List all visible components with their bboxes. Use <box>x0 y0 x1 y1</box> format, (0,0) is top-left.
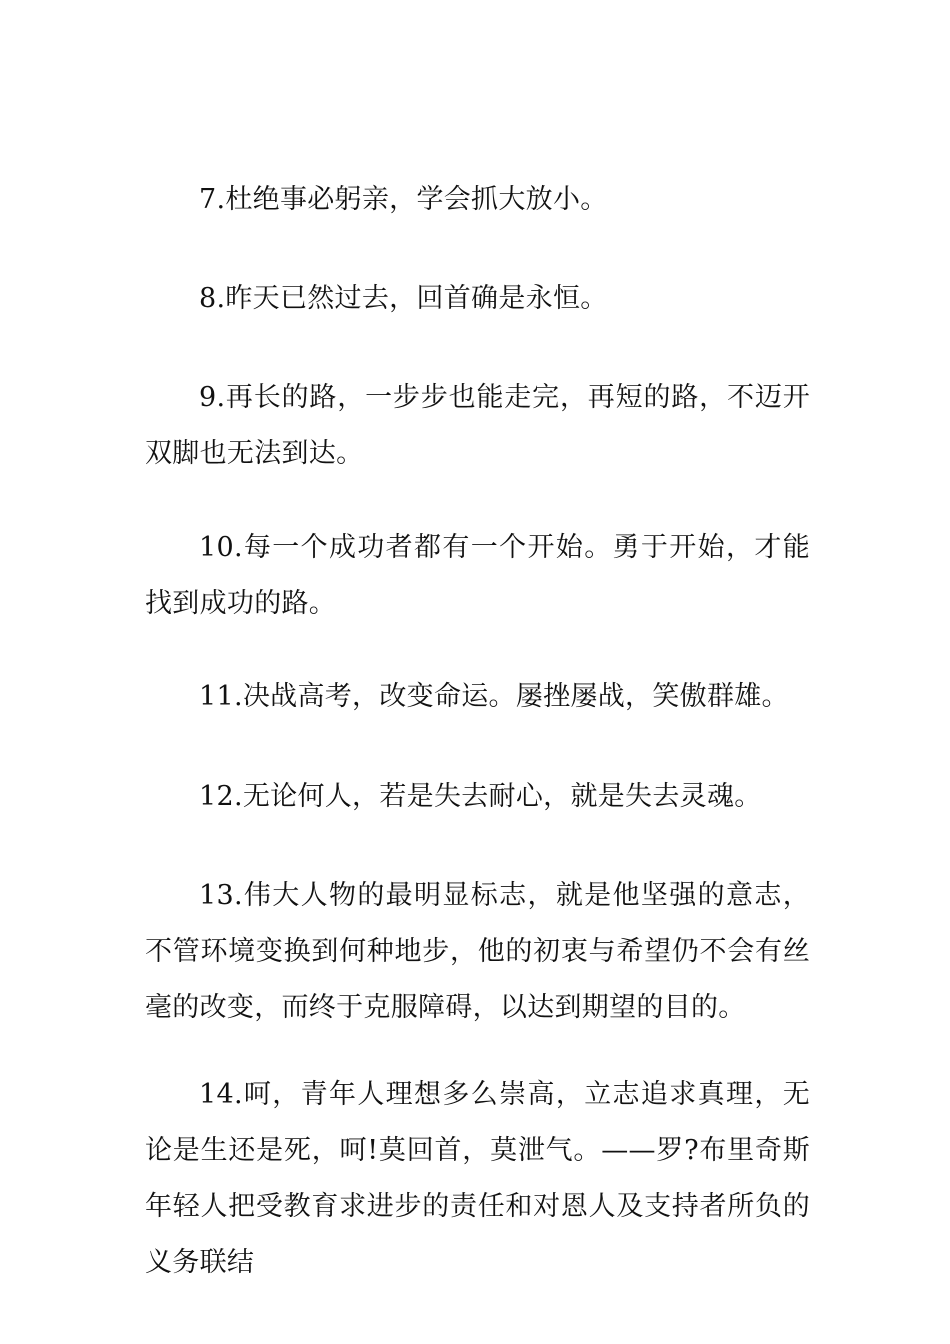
paragraph-9: 9.再长的路，一步步也能走完，再短的路，不迈开双脚也无法到达。 <box>145 382 810 469</box>
paragraph-10: 10.每一个成功者都有一个开始。勇于开始，才能找到成功的路。 <box>145 532 810 619</box>
paragraph-8: 8.昨天已然过去，回首确是永恒。 <box>199 283 608 314</box>
paragraph-13: 13.伟大人物的最明显标志，就是他坚强的意志，不管环境变换到何种地步，他的初衷与希望仍不会有丝毫的改变，而终于克服障碍，以达到期望的目的。 <box>145 880 810 1023</box>
paragraph-11: 11.决战高考，改变命运。屡挫屡战，笑傲群雄。 <box>199 681 789 712</box>
paragraph-12: 12.无论何人，若是失去耐心，就是失去灵魂。 <box>199 781 762 812</box>
paragraph-14: 14.呵，青年人理想多么崇高，立志追求真理，无论是生还是死，呵!莫回首，莫泄气。——罗?布里奇斯年轻人把受教育求进步的责任和对恩人及支持者所负的义务联结 <box>145 1079 810 1278</box>
paragraph-7: 7.杜绝事必躬亲，学会抓大放小。 <box>199 184 608 215</box>
